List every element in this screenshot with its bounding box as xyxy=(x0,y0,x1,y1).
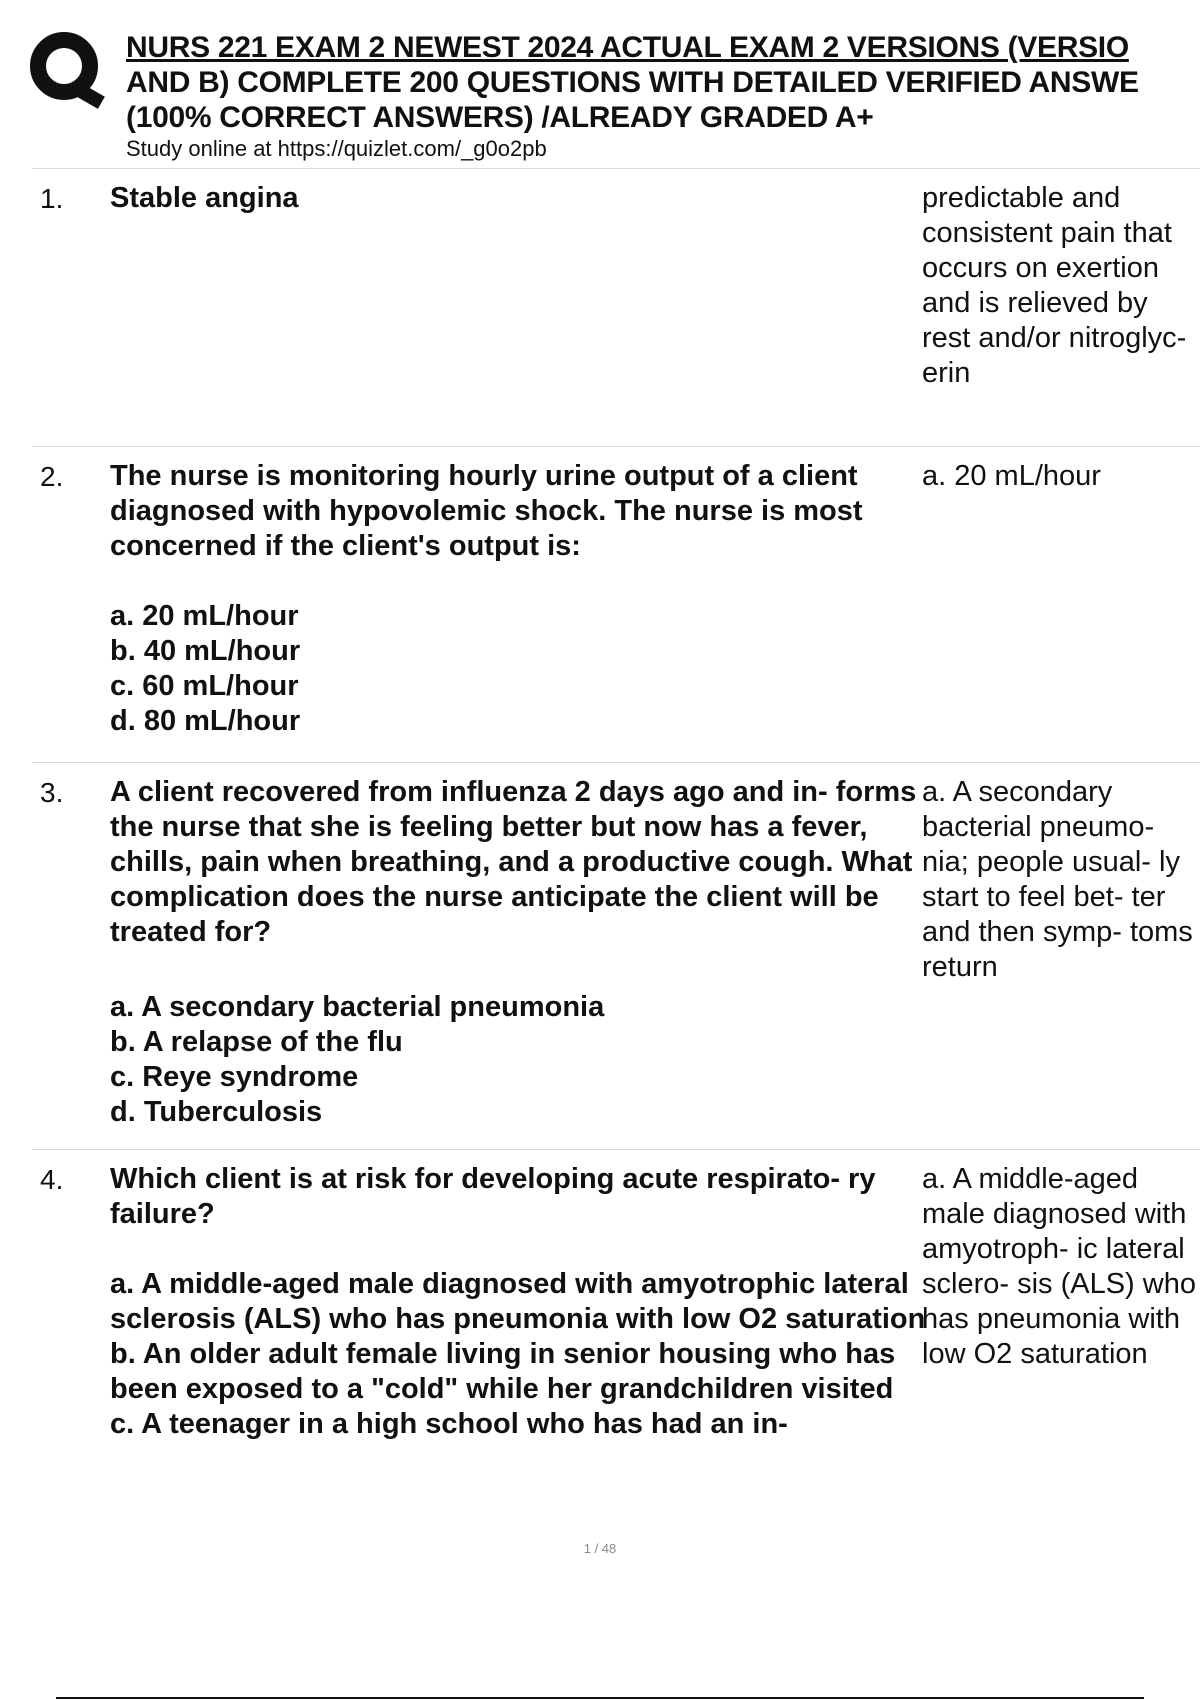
card-option: d. Tuberculosis xyxy=(110,1096,323,1128)
title-line-2: AND B) COMPLETE 200 QUESTIONS WITH DETAILED VERIFIED ANSWE xyxy=(126,66,1139,99)
card-option: a. 20 mL/hour xyxy=(110,600,299,632)
card-option: b. 40 mL/hour xyxy=(110,635,301,667)
card-option: b. An older adult female living in senior housing who has been exposed to a "cold" while her grandchildren visited xyxy=(110,1338,896,1405)
card-option: a. A middle-aged male diagnosed with amyotrophic lateral sclerosis (ALS) who has pneumonia with low O2 saturation xyxy=(110,1268,926,1335)
document-header xyxy=(126,30,1200,163)
card-term xyxy=(110,181,944,216)
flashcard-1 xyxy=(32,169,1200,447)
card-answer: predictable and consistent pain that occurs on exertion and is relieved by rest and/or nitroglyc- erin xyxy=(922,182,1187,389)
card-question: Stable angina xyxy=(110,182,299,214)
flashcard-2 xyxy=(32,447,1200,763)
card-question: Which client is at risk for developing acute respirato- ry failure? xyxy=(110,1163,876,1230)
quizlet-logo-icon xyxy=(28,30,108,110)
card-number: 3. xyxy=(40,777,64,808)
card-term xyxy=(110,459,944,739)
title-line-1: NURS 221 EXAM 2 NEWEST 2024 ACTUAL EXAM 2 VERSIONS (VERSIO xyxy=(126,31,1129,64)
card-option: c. 60 mL/hour xyxy=(110,670,299,702)
page-indicator: 1 / 48 xyxy=(583,1541,617,1556)
card-answer: a. A secondary bacterial pneumo- nia; people usual- ly start to feel bet- ter and then symp- toms return xyxy=(922,776,1193,983)
card-answer: a. 20 mL/hour xyxy=(922,460,1101,492)
card-term xyxy=(110,1162,944,1442)
flashcard-4 xyxy=(32,1150,1200,1464)
card-question: The nurse is monitoring hourly urine output of a client diagnosed with hypovolemic shock. The nurse is most concerned if the client's output is: xyxy=(110,460,863,562)
card-answer: a. A middle-aged male diagnosed with amyotroph- ic lateral sclero- sis (ALS) who has pneumonia with low O2 saturation xyxy=(922,1163,1196,1370)
flashcard-3 xyxy=(32,763,1200,1150)
card-number: 2. xyxy=(40,461,64,492)
title-line-3: (100% CORRECT ANSWERS) /ALREADY GRADED A+ xyxy=(126,101,874,134)
card-term xyxy=(110,775,944,1130)
card-question: A client recovered from influenza 2 days ago and in- forms the nurse that she is feeling better but now has a fever, chills, pain when breathing, and a productive cough. What complication does the nurse anticipate the client will be treated for? xyxy=(110,776,917,948)
card-option: b. A relapse of the flu xyxy=(110,1026,403,1058)
card-option: d. 80 mL/hour xyxy=(110,705,301,737)
study-online-link[interactable]: Study online at https://quizlet.com/_g0o2pb xyxy=(126,136,547,161)
card-option: c. A teenager in a high school who has had an in- xyxy=(110,1408,788,1440)
card-option: c. Reye syndrome xyxy=(110,1061,359,1093)
card-number: 1. xyxy=(40,183,64,214)
card-number: 4. xyxy=(40,1164,64,1195)
bottom-divider xyxy=(56,1697,1144,1699)
card-option: a. A secondary bacterial pneumonia xyxy=(110,991,605,1023)
flashcard-list xyxy=(32,169,1200,1464)
